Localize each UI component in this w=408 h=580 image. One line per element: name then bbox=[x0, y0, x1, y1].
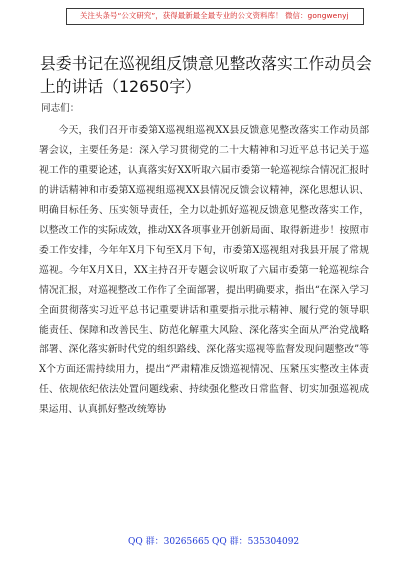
document-title: 县委书记在巡视组反馈意见整改落实工作动员会上的讲话（12650字） bbox=[40, 54, 372, 96]
footer-qq-group-2: QQ 群：535304092 bbox=[212, 537, 300, 547]
body-paragraph: 今天，我们召开市委第X巡视组巡视XX县反馈意见整改落实工作动员部署会议，主要任务是：深入学习贯彻党的二十大精神和习近平总书记关于巡视工作的重要论述，认真落实好XX听取六届市委第一轮巡视综合情况汇报时的讲话精神和市委第X巡视组巡视XX县情况反馈会议精神，深化思想认识、明确目标任务、压实领导责任，全力以赴抓好巡视反馈意见整改落实工作，以整改工作的实际成效，推动XX各项事业开创新局面、取得新进步！按照市委工作安排，今年年X月下旬至X月下旬，市委第X巡视组对我县开展了常规巡视。今年X月X日，XX主持召开专题会议听取了六届市委第一轮巡视综合情况汇报，对巡视整改工作作了全面部署，提出明确要求，指出“在深入学习全面贯彻落实习近平总书记重要讲话和重要指示批示精神、履行党的领导职能责任、保障和改善民生、防范化解重大风险、深化落实全面从严治党战略部署、深化落实新时代党的组织路线、深化落实巡视等监督发现问题整改”等X个方面还需持续用力，提出“严肃精准反馈巡视情况、压紧压实整改主体责任、依规依纪依法处置问题线索、持续强化整改日常监督、切实加强巡视成果运用、认真抓好整改统筹协 bbox=[39, 125, 369, 416]
header-notice-text: 关注头条号“公文研究”，获得最新最全最专业的公文资料库！ 微信：gongwenyj bbox=[80, 11, 349, 20]
footer-qq-group-1: QQ 群：30265665 bbox=[128, 537, 210, 547]
greeting: 同志们： bbox=[41, 103, 80, 114]
footer bbox=[0, 534, 408, 548]
